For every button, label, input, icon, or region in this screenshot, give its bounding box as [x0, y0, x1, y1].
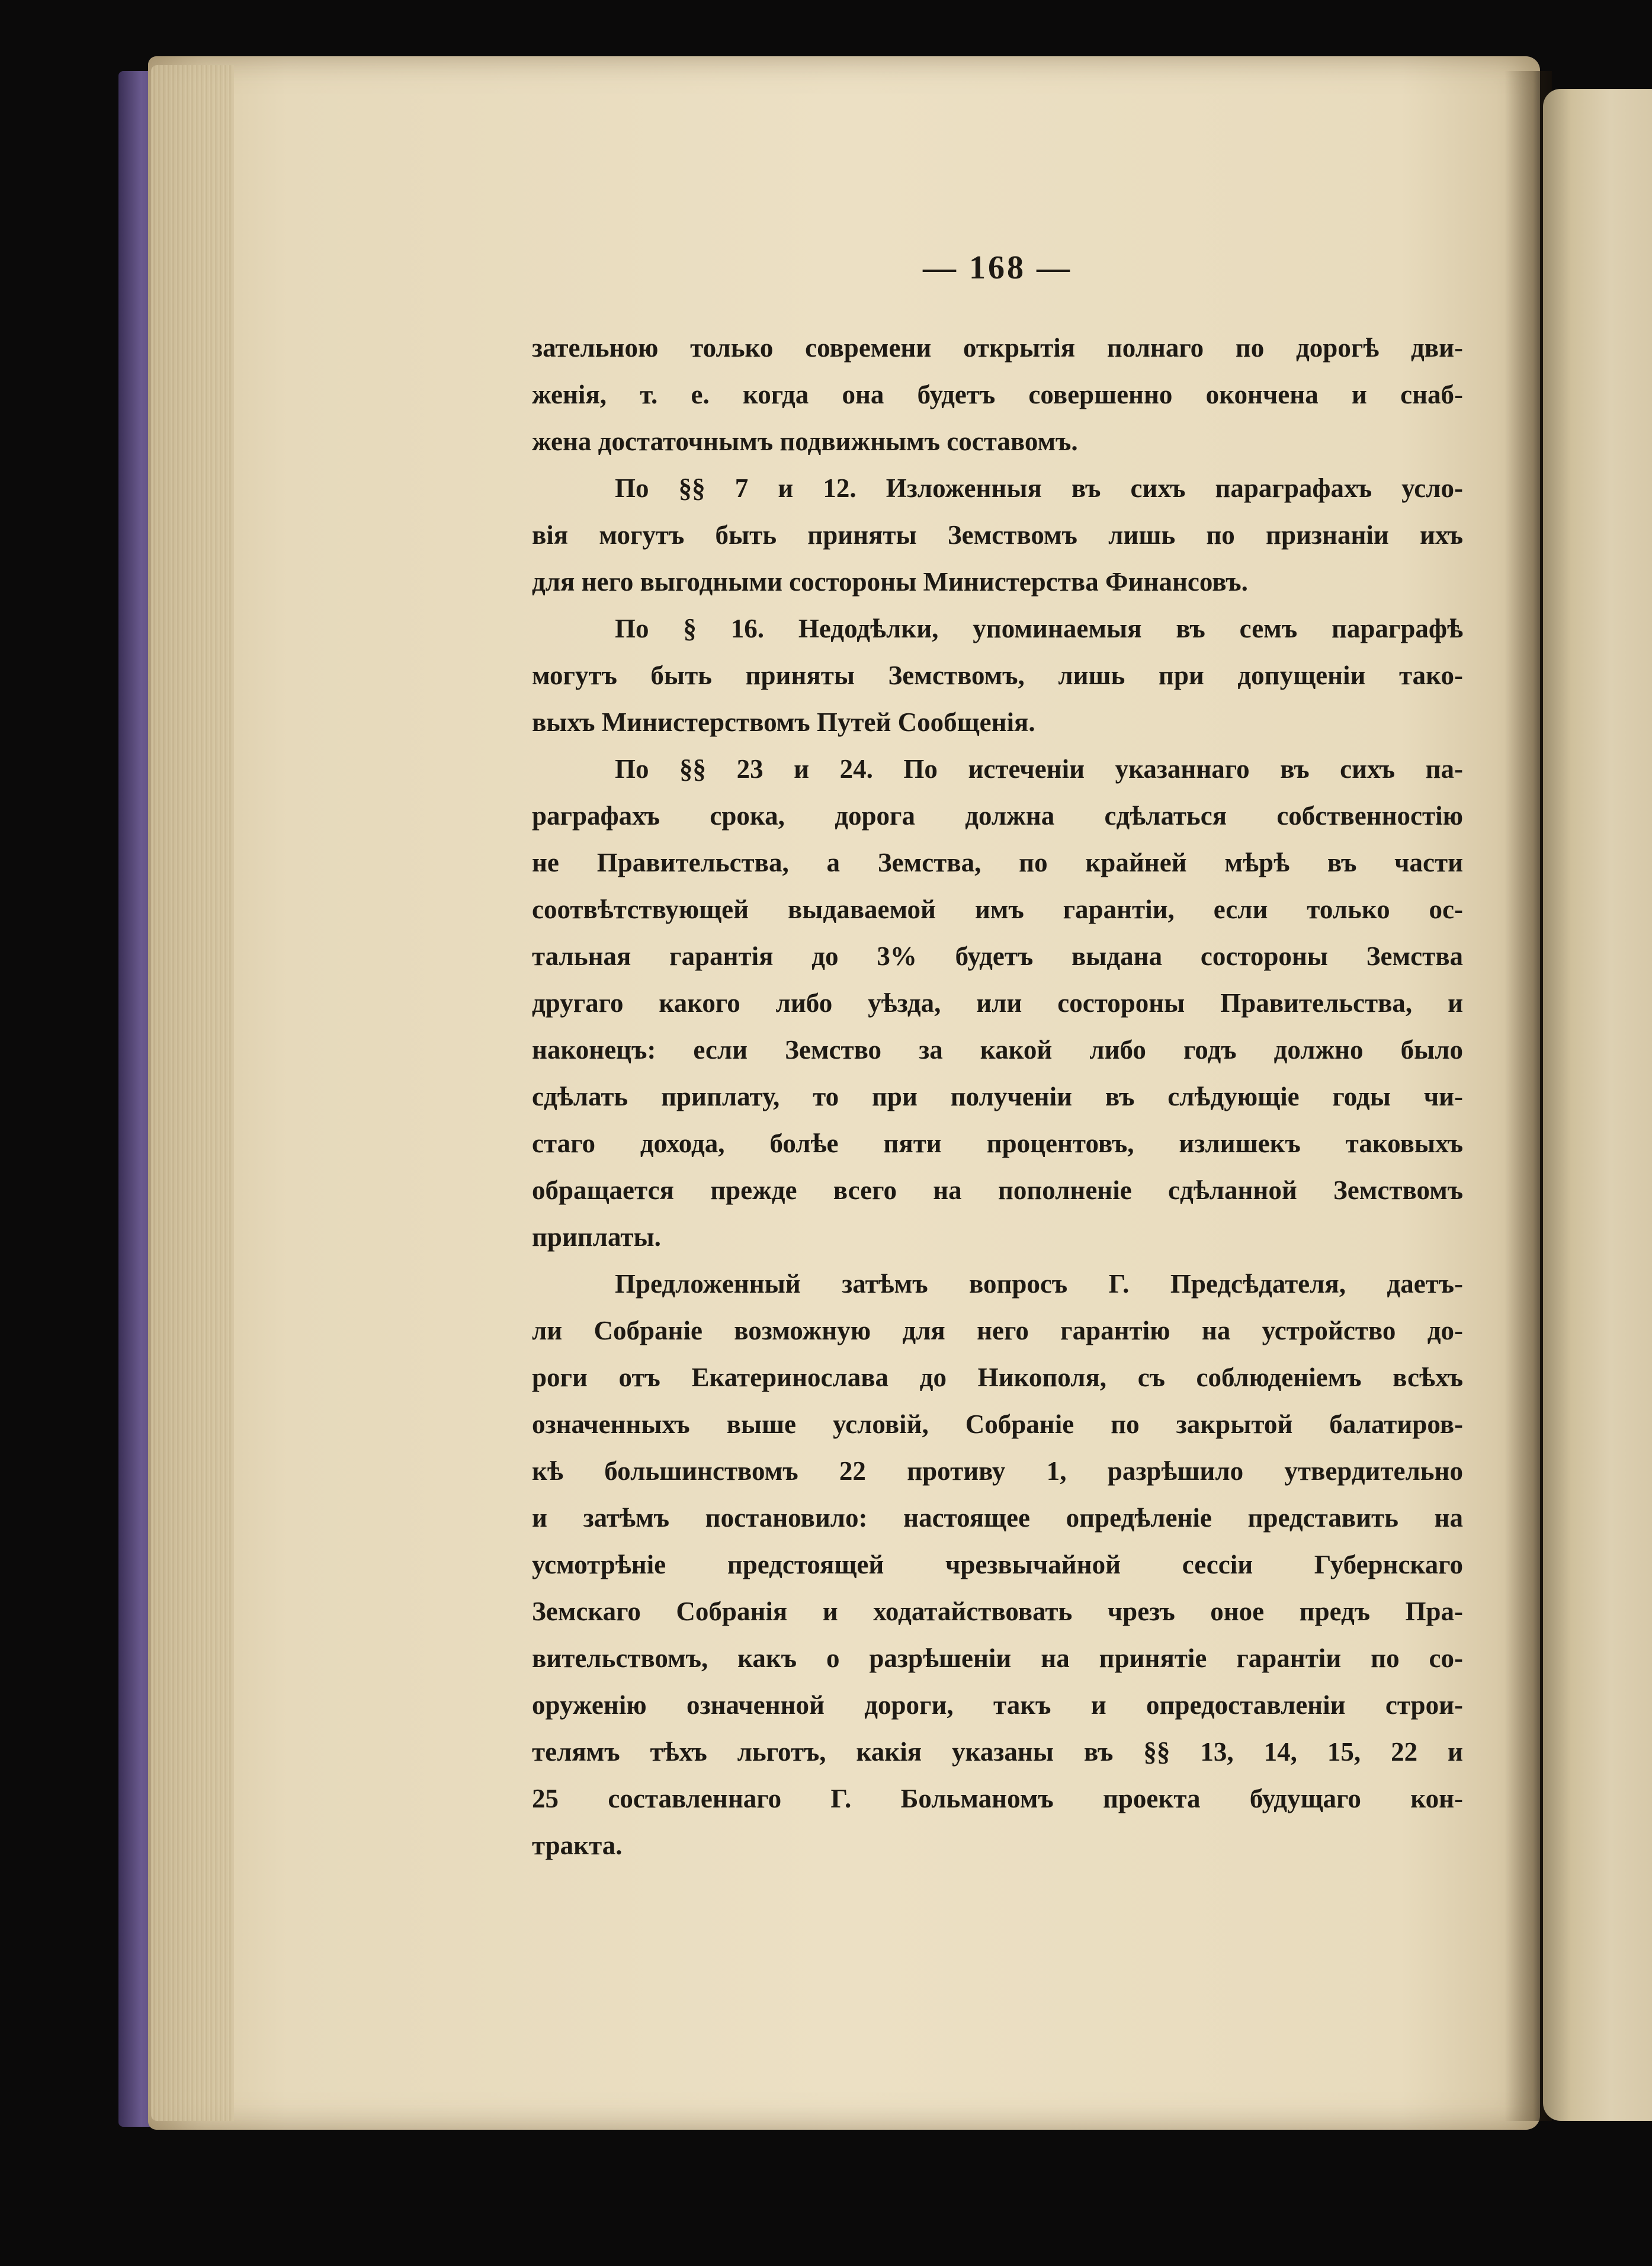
text-line: кѣ большинствомъ 22 противу 1, разрѣшило утвердительно — [532, 1456, 1463, 1486]
text-line: вія могутъ быть приняты Земствомъ лишь по признаніи ихъ — [532, 520, 1463, 550]
text-line: раграфахъ срока, дорога должна сдѣлаться собственностію — [532, 801, 1463, 831]
text-line: 25 составленнаго Г. Больманомъ проекта будущаго кон- — [532, 1784, 1463, 1813]
text-line: для него выгодными состороны Министерства Финансовъ. — [532, 567, 1248, 597]
text-line: могутъ быть приняты Земствомъ, лишь при допущеніи тако- — [532, 661, 1463, 690]
text-line: сдѣлать приплату, то при полученіи въ слѣдующіе годы чи- — [532, 1082, 1463, 1111]
text-line: другаго какого либо уѣзда, или состороны Правительства, и — [532, 988, 1463, 1018]
text-line: телямъ тѣхъ льготъ, какія указаны въ §§ 13, 14, 15, 22 и — [532, 1737, 1463, 1767]
page-text-area — [532, 249, 1463, 1860]
text-line: Земскаго Собранія и ходатайствовать чрезъ оное предъ Пра- — [532, 1597, 1463, 1626]
text-line: женія, т. е. когда она будетъ совершенно окончена и снаб- — [532, 380, 1463, 409]
text-line: зательною только современи открытія полнаго по дорогѣ дви- — [532, 333, 1463, 363]
text-line: Предложенный затѣмъ вопросъ Г. Предсѣдателя, даетъ- — [615, 1269, 1463, 1299]
page-stack-edge — [151, 65, 234, 2121]
text-line: По § 16. Недодѣлки, упоминаемыя въ семъ параграфѣ — [615, 614, 1463, 643]
text-line: тракта. — [532, 1831, 623, 1860]
text-line: По §§ 23 и 24. По истеченіи указаннаго въ сихъ па- — [615, 754, 1463, 784]
text-line: вительствомъ, какъ о разрѣшеніи на принятіе гарантіи по со- — [532, 1643, 1463, 1673]
text-line: оруженію означенной дороги, такъ и опредоставленіи строи- — [532, 1690, 1463, 1720]
text-line: выхъ Министерствомъ Путей Сообщенія. — [532, 707, 1035, 737]
text-line: усмотрѣніе предстоящей чрезвычайной сессіи Губернскаго — [532, 1550, 1463, 1579]
body-text — [532, 325, 1463, 1869]
text-line: соотвѣтствующей выдаваемой имъ гарантіи, если только ос- — [532, 895, 1463, 924]
text-line: означенныхъ выше условій, Собраніе по закрытой балатиров- — [532, 1409, 1463, 1439]
text-line: жена достаточнымъ подвижнымъ составомъ. — [532, 427, 1078, 456]
facing-page-edge — [1543, 89, 1652, 2121]
text-line: не Правительства, а Земства, по крайней мѣрѣ въ части — [532, 848, 1463, 877]
text-line: приплаты. — [532, 1222, 661, 1252]
text-line: стаго дохода, болѣе пяти процентовъ, излишекъ таковыхъ — [532, 1129, 1463, 1158]
text-line: наконецъ: если Земство за какой либо годъ должно было — [532, 1035, 1463, 1065]
page-number: — 168 — — [923, 249, 1072, 286]
text-line: ли Собраніе возможную для него гарантію на устройство до- — [532, 1316, 1463, 1345]
text-line: роги отъ Екатеринослава до Никополя, съ соблюденіемъ всѣхъ — [532, 1363, 1463, 1392]
text-line: По §§ 7 и 12. Изложенныя въ сихъ параграфахъ усло- — [615, 473, 1463, 503]
text-line: и затѣмъ постановило: настоящее опредѣленіе представить на — [532, 1503, 1463, 1533]
text-line: обращается прежде всего на пополненіе сдѣланной Земствомъ — [532, 1175, 1463, 1205]
text-line: тальная гарантія до 3% будетъ выдана состороны Земства — [532, 941, 1463, 971]
